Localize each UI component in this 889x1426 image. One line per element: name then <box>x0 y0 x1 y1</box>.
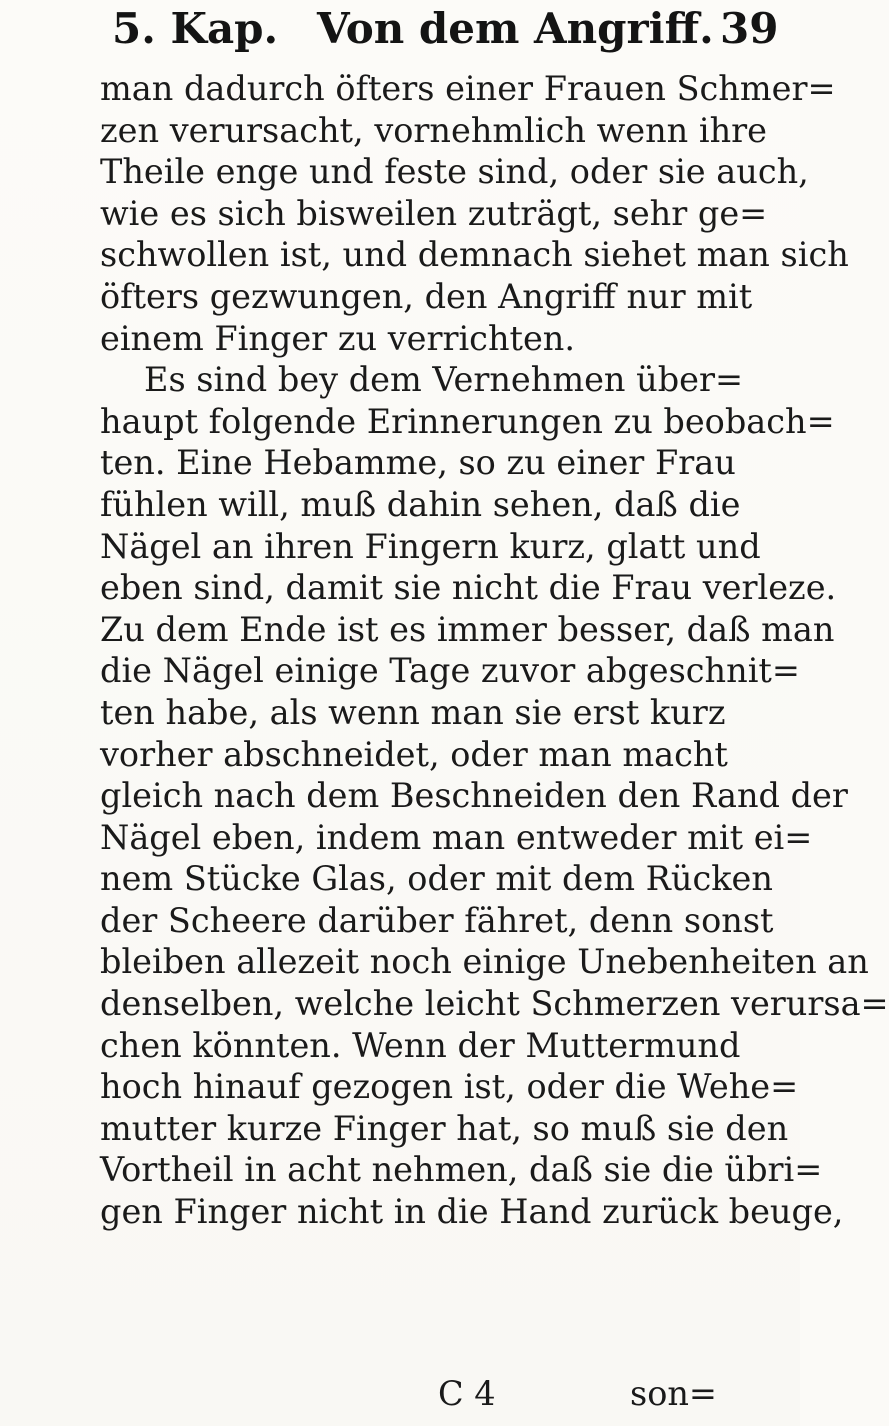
text-line: nem Stücke Glas, oder mit dem Rücken <box>100 859 773 899</box>
catchword: son= <box>630 1374 718 1413</box>
text-line: die Nägel einige Tage zuvor abgeschnit= <box>100 651 800 691</box>
text-line: eben sind, damit sie nicht die Frau verleze. <box>100 568 837 608</box>
paragraph-start-line: Es sind bey dem Vernehmen über= <box>144 360 744 400</box>
text-line: chen könnten. Wenn der Muttermund <box>100 1025 741 1065</box>
text-line: man dadurch öfters einer Frauen Schmer= <box>100 69 836 108</box>
text-line: zen verursacht, vornehmlich wenn ihre <box>100 110 768 150</box>
text-line: gleich nach dem Beschneiden den Rand der <box>100 776 848 816</box>
running-header <box>112 4 792 66</box>
text-line: denselben, welche leicht Schmerzen verursa= <box>100 984 889 1024</box>
signature-mark: C 4 <box>438 1374 496 1413</box>
text-line: hoch hinauf gezogen ist, oder die Wehe= <box>100 1067 799 1107</box>
text-line: Nägel eben, indem man entweder mit ei= <box>100 817 813 857</box>
text-line: wie es sich bisweilen zuträgt, sehr ge= <box>100 193 768 233</box>
text-line: einem Finger zu verrichten. <box>100 318 576 358</box>
text-line: der Scheere darüber fähret, denn sonst <box>100 900 774 940</box>
text-line: mutter kurze Finger hat, so muß sie den <box>100 1108 789 1148</box>
text-line: Zu dem Ende ist es immer besser, daß man <box>100 609 835 649</box>
header-title: Von dem Angriff. <box>317 4 714 53</box>
text-line: öfters gezwungen, den Angriff nur mit <box>100 276 753 316</box>
text-line: Theile enge und feste sind, oder sie auch, <box>100 152 809 192</box>
text-line: ten habe, als wenn man sie erst kurz <box>100 692 726 732</box>
body-text <box>100 68 889 1233</box>
text-line: vorher abschneidet, oder man macht <box>100 734 728 774</box>
text-line: schwollen ist, und demnach siehet man sich <box>100 235 849 275</box>
text-line: gen Finger nicht in die Hand zurück beuge, <box>100 1192 844 1232</box>
chapter-label: 5. Kap. <box>112 4 279 53</box>
text-line: haupt folgende Erinnerungen zu beobach= <box>100 401 835 441</box>
text-line: Nägel an ihren Fingern kurz, glatt und <box>100 526 761 566</box>
page-footer <box>0 1374 800 1418</box>
page-number: 39 <box>720 4 779 53</box>
text-line: ten. Eine Hebamme, so zu einer Frau <box>100 443 736 483</box>
text-line: Vortheil in acht nehmen, daß sie die übri= <box>100 1150 823 1190</box>
text-line: bleiben allezeit noch einige Unebenheiten an <box>100 942 869 982</box>
text-line: fühlen will, muß dahin sehen, daß die <box>100 484 741 524</box>
